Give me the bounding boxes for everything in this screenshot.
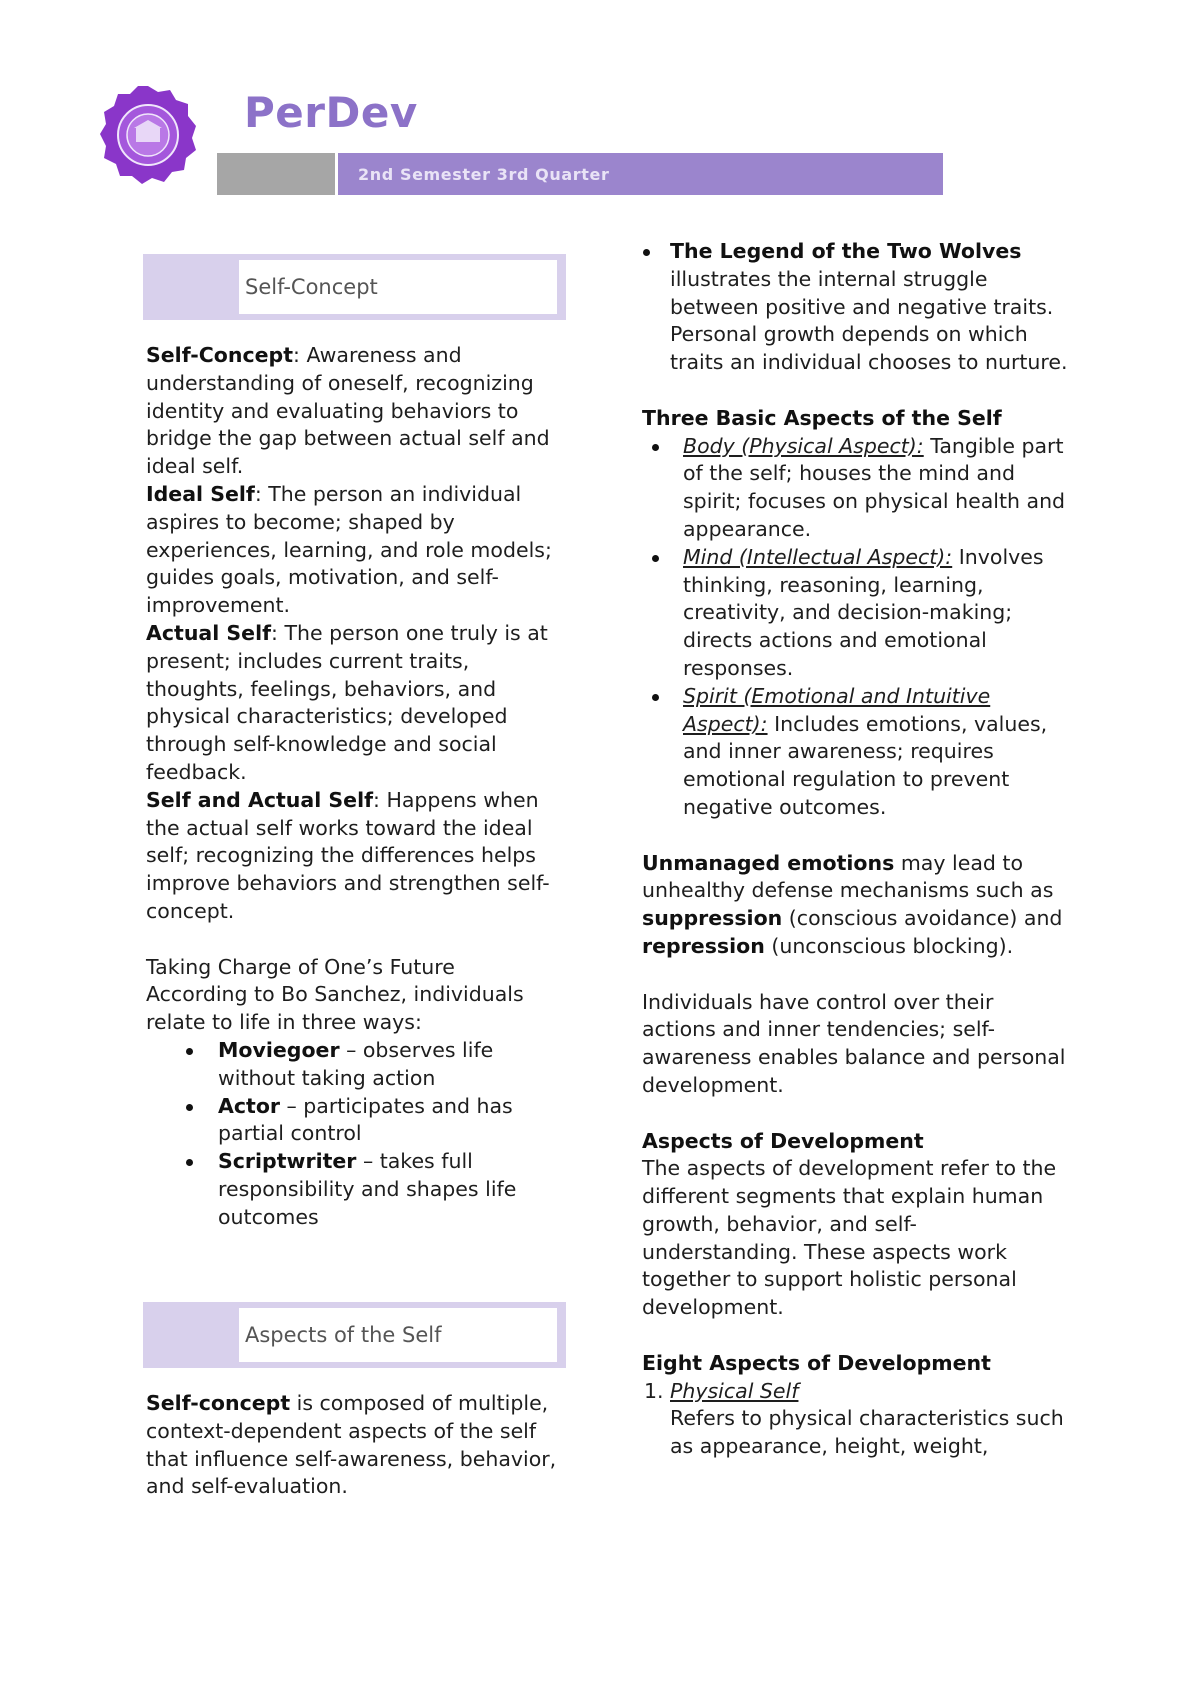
text: (conscious avoidance) and bbox=[782, 906, 1063, 931]
term: Self and Actual Self bbox=[146, 787, 374, 812]
heading: Aspects of Development bbox=[642, 1128, 924, 1153]
definition: Involves thinking, reasoning, learning, creativity, and decision-making; directs actions and emotional responses. bbox=[683, 544, 1044, 680]
term: Spirit (Emotional and Intuitive Aspect): bbox=[683, 683, 991, 736]
heading: Eight Aspects of Development bbox=[642, 1350, 991, 1375]
aspects-of-development-heading bbox=[642, 1128, 1072, 1156]
definition: : The person an individual aspires to become; shaped by experiences, learning, and role models; guides goals, motivation, and self-improvement. bbox=[146, 481, 552, 618]
definition: : Happens when the actual self works toward the ideal self; recognizing the differences helps improve behaviors and strengthen self-concept. bbox=[146, 787, 550, 923]
bullet-icon bbox=[652, 444, 659, 451]
bullet-icon bbox=[186, 1048, 193, 1055]
three-aspects-list bbox=[642, 433, 1072, 822]
control-paragraph: Individuals have control over their actions and inner tendencies; self-awareness enables balance and personal development. bbox=[642, 989, 1066, 1097]
term: Mind (Intellectual Aspect): bbox=[683, 544, 953, 569]
definition: – participates and has partial control bbox=[218, 1093, 513, 1146]
term: Physical Self bbox=[670, 1378, 799, 1403]
list-item bbox=[642, 238, 1072, 377]
term: Actor bbox=[218, 1093, 281, 1118]
term: Moviegoer bbox=[218, 1037, 340, 1062]
term: Scriptwriter bbox=[218, 1149, 357, 1174]
term: repression bbox=[642, 933, 765, 958]
section-title: Self-Concept bbox=[245, 275, 378, 299]
definition: : The person one truly is at present; includes current traits, thoughts, feelings, behaviors, and physical characteristics; developed through self-knowledge and social feedback. bbox=[146, 620, 548, 784]
ideal-self-definition bbox=[146, 481, 566, 620]
term: Unmanaged emotions bbox=[642, 850, 895, 875]
list-item bbox=[146, 1148, 566, 1231]
text: (unconscious blocking). bbox=[764, 933, 1014, 958]
term: suppression bbox=[642, 906, 783, 931]
definition: – observes life without taking action bbox=[218, 1037, 494, 1090]
definition: illustrates the internal struggle between positive and negative traits. Personal growth depends on which traits an individual chooses to nurture. bbox=[670, 266, 1068, 375]
aspects-definition bbox=[146, 1390, 566, 1501]
three-aspects-heading bbox=[642, 405, 1072, 433]
eight-aspects-heading bbox=[642, 1350, 1072, 1378]
term: Ideal Self bbox=[146, 481, 255, 506]
definition: Tangible part of the self; houses the mind and spirit; focuses on physical health and appearance. bbox=[683, 433, 1066, 541]
list-item bbox=[642, 683, 1072, 822]
future-intro: According to Bo Sanchez, individuals relate to life in three ways: bbox=[146, 982, 524, 1035]
text: may lead to unhealthy defense mechanisms such as bbox=[642, 850, 1054, 903]
list-item bbox=[642, 433, 1072, 544]
school-logo-seal bbox=[98, 84, 198, 186]
bullet-icon bbox=[186, 1104, 193, 1111]
definition: Refers to physical characteristics such as appearance, height, weight, bbox=[670, 1406, 1064, 1459]
term: Actual Self bbox=[146, 620, 272, 645]
bullet-icon bbox=[652, 694, 659, 701]
bullet-icon bbox=[643, 249, 650, 256]
semester-label: 2nd Semester 3rd Quarter bbox=[358, 165, 610, 184]
list-item bbox=[146, 1037, 566, 1093]
document-title: PerDev bbox=[244, 88, 418, 137]
self-concept-definition bbox=[146, 342, 566, 481]
right-column bbox=[642, 238, 1072, 1461]
future-heading: Taking Charge of One’s Future bbox=[146, 954, 455, 979]
list-item bbox=[642, 544, 1072, 683]
section-header-aspects-of-the-self bbox=[143, 1302, 566, 1368]
section-header-self-concept bbox=[143, 254, 566, 320]
self-and-actual-self-definition bbox=[146, 787, 566, 926]
term: The Legend of the Two Wolves bbox=[670, 239, 1022, 263]
wolves-list bbox=[642, 238, 1072, 377]
section-title: Aspects of the Self bbox=[245, 1323, 442, 1347]
definition: Includes emotions, values, and inner awareness; requires emotional regulation to prevent negative outcomes. bbox=[683, 711, 1048, 819]
term: Body (Physical Aspect): bbox=[683, 433, 924, 458]
list-number: 1. bbox=[644, 1378, 664, 1403]
actual-self-definition bbox=[146, 620, 566, 787]
bullet-icon bbox=[186, 1159, 193, 1166]
definition: – takes full responsibility and shapes life outcomes bbox=[218, 1149, 517, 1229]
eight-aspects-list bbox=[642, 1378, 1072, 1461]
header-bar-gray bbox=[217, 153, 335, 195]
left-column-aspects bbox=[146, 1390, 566, 1501]
unmanaged-emotions-paragraph bbox=[642, 850, 1072, 961]
aspects-of-development-text: The aspects of development refer to the different segments that explain human growth, behavior, and self-understanding. These aspects work together to support holistic personal development. bbox=[642, 1156, 1057, 1320]
three-ways-list bbox=[146, 1037, 566, 1232]
definition: is composed of multiple, context-dependent aspects of the self that influence self-awareness, behavior, and self-evaluation. bbox=[146, 1391, 557, 1499]
term: Self-Concept bbox=[146, 343, 294, 367]
bullet-icon bbox=[652, 555, 659, 562]
list-item bbox=[146, 1093, 566, 1149]
term: Self-concept bbox=[146, 1391, 291, 1415]
left-column-self-concept bbox=[146, 342, 566, 1232]
definition: : Awareness and understanding of oneself, recognizing identity and evaluating behaviors to bridge the gap between actual self and ideal self. bbox=[146, 343, 550, 479]
list-item bbox=[642, 1378, 1072, 1461]
heading: Three Basic Aspects of the Self bbox=[642, 405, 1002, 430]
